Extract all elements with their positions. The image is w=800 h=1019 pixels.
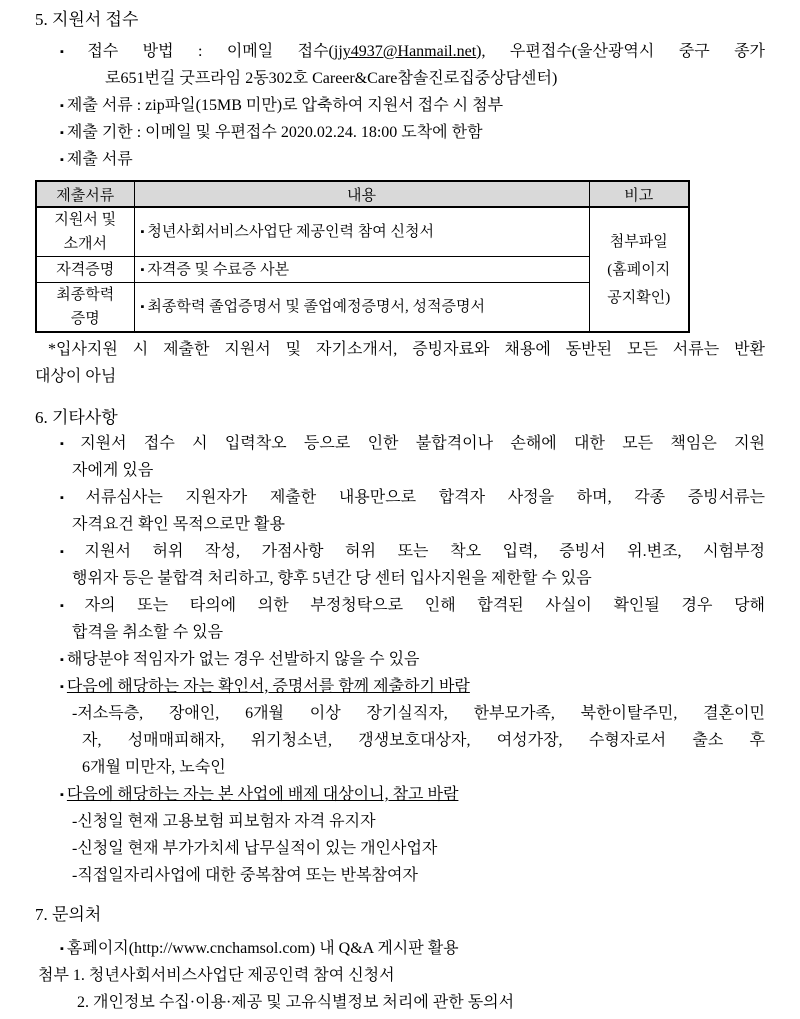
content-education-text: 최종학력 졸업증명서 및 졸업예정증명서, 성적증명서 xyxy=(147,299,485,315)
section-6-bullets xyxy=(60,430,765,889)
section-7 xyxy=(35,903,765,1016)
square-bullet-icon: ▪ xyxy=(60,654,64,666)
doc-type-line1: 최종학력 xyxy=(56,287,115,303)
bullet-false-statement xyxy=(60,538,765,565)
section-6 xyxy=(35,406,765,889)
note-line2: (홈페이지 xyxy=(607,261,671,278)
bullet-submit-format xyxy=(60,92,765,119)
input-error-line2: 자에게 있음 xyxy=(72,462,154,479)
cell-content-application xyxy=(134,207,589,257)
table-header-row xyxy=(36,181,689,207)
bullet-document-review xyxy=(60,484,765,511)
content-application-text: 청년사회서비스사업단 제공인력 참여 신청서 xyxy=(147,224,434,240)
doc-type-line2: 소개서 xyxy=(63,236,107,252)
excluded-persons-text: 다음에 해당하는 자는 본 사업에 배제 대상이니, 참고 바람 xyxy=(66,786,459,803)
attachment-1: 첨부 1. 청년사회서비스사업단 제공인력 참여 신청서 xyxy=(38,967,395,984)
cell-doc-type-certs: 자격증명 xyxy=(36,257,134,283)
improper-solicitation-line2: 합격을 취소할 수 있음 xyxy=(72,624,224,641)
submit-docs-text: 제출 서류 xyxy=(66,151,133,168)
cell-content-certs xyxy=(134,257,589,283)
section-5-bullets xyxy=(60,38,765,173)
square-bullet-icon: ▪ xyxy=(140,301,145,313)
square-bullet-icon: ▪ xyxy=(60,789,64,801)
eligible-groups-line3: 6개월 미만자, 노숙인 xyxy=(82,759,226,776)
square-bullet-icon: ▪ xyxy=(140,263,145,276)
excluded-item-vat: -신청일 현재 부가가치세 납무실적이 있는 개인사업자 xyxy=(72,840,438,857)
bullet-receive-method xyxy=(60,38,765,65)
attachment-2: 2. 개인정보 수집·이용·제공 및 고유식별정보 처리에 관한 동의서 xyxy=(77,994,515,1011)
submit-format-text: 제출 서류 : zip파일(15MB 미만)로 압축하여 지원서 접수 시 첨부 xyxy=(66,97,504,114)
section-7-heading: 7. 문의처 xyxy=(35,905,102,924)
square-bullet-icon: ▪ xyxy=(60,100,64,112)
receive-method-line2: 로651번길 굿프라임 2동302호 Career&Care참솔진로집중상담센터) xyxy=(105,70,558,87)
square-bullet-icon: ▪ xyxy=(60,154,64,166)
section-5-heading: 5. 지원서 접수 xyxy=(35,10,139,29)
bullet-excluded-persons xyxy=(60,781,765,808)
bullet-no-selection xyxy=(60,646,765,673)
section-6-heading: 6. 기타사항 xyxy=(35,408,118,427)
bullet-deadline xyxy=(60,119,765,146)
receive-method-text-post: ), 우편접수(울산광역시 중구 종가 xyxy=(476,43,765,60)
square-bullet-icon: ▪ xyxy=(60,600,82,612)
certificate-required-text: 다음에 해당하는 자는 확인서, 증명서를 함께 제출하기 바람 xyxy=(66,678,470,695)
square-bullet-icon: ▪ xyxy=(60,46,85,58)
cell-doc-type-education xyxy=(36,283,134,333)
square-bullet-icon: ▪ xyxy=(140,226,145,238)
cell-doc-type-application xyxy=(36,207,134,257)
document-review-line2: 자격요건 확인 목적으로만 활용 xyxy=(72,516,285,533)
section-7-bullets xyxy=(60,935,765,962)
footnote-line1: *입사지원 시 제출한 지원서 및 자기소개서, 증빙자료와 채용에 동반된 모든 서류는 반환 xyxy=(48,341,765,358)
cell-note-merged xyxy=(589,207,689,332)
input-error-line1: 지원서 접수 시 입력착오 등으로 인한 불합격이나 손해에 대한 모든 책임은 지원 xyxy=(80,435,765,452)
square-bullet-icon: ▪ xyxy=(60,492,83,504)
header-content: 내용 xyxy=(134,181,589,207)
footnote-line2: 대상이 아님 xyxy=(35,368,117,385)
deadline-text: 제출 기한 : 이메일 및 우편접수 2020.02.24. 18:00 도착에 한함 xyxy=(66,124,483,141)
section-5 xyxy=(35,8,765,390)
doc-type-line2: 증명 xyxy=(70,311,100,327)
submission-docs-table xyxy=(35,180,690,333)
no-selection-text: 해당분야 적임자가 없는 경우 선발하지 않을 수 있음 xyxy=(66,651,420,668)
document-review-line1: 서류심사는 지원자가 제출한 내용만으로 합격자 사정을 하며, 각종 증빙서류는 xyxy=(85,489,765,506)
bullet-input-error xyxy=(60,430,765,457)
bullet-submit-docs xyxy=(60,146,765,173)
eligible-groups-line2: 자, 성매매피해자, 위기청소년, 갱생보호대상자, 여성가장, 수형자로서 출소 후 xyxy=(82,732,765,749)
email-link[interactable]: jjy4937@Hanmail.net xyxy=(333,43,477,60)
square-bullet-icon: ▪ xyxy=(60,438,78,450)
header-note: 비고 xyxy=(589,181,689,207)
eligible-groups-line1: -저소득층, 장애인, 6개월 이상 장기실직자, 한부모가족, 북한이탈주민, 결혼이민 xyxy=(72,705,765,722)
note-line3: 공지확인) xyxy=(607,289,671,306)
homepage-qna-text: 홈페이지(http://www.cnchamsol.com) 내 Q&A 게시판 활용 xyxy=(66,940,459,957)
content-certs-text: 자격증 및 수료증 사본 xyxy=(147,261,290,278)
excluded-item-duplicate: -직접일자리사업에 대한 중복참여 또는 반복참여자 xyxy=(72,867,418,884)
excluded-item-insured: -신청일 현재 고용보험 피보험자 자격 유지자 xyxy=(72,813,376,830)
bullet-certificate-required xyxy=(60,673,765,700)
square-bullet-icon: ▪ xyxy=(60,127,64,139)
square-bullet-icon: ▪ xyxy=(60,943,64,955)
bullet-homepage-qna xyxy=(60,935,765,962)
square-bullet-icon: ▪ xyxy=(60,681,64,693)
false-statement-line2: 행위자 등은 불합격 처리하고, 향후 5년간 당 센터 입사지원을 제한할 수 있음 xyxy=(72,570,592,587)
square-bullet-icon: ▪ xyxy=(60,546,82,558)
cell-content-education xyxy=(134,283,589,333)
bullet-improper-solicitation xyxy=(60,592,765,619)
note-line1: 첨부파일 xyxy=(609,233,668,250)
improper-solicitation-line1: 자의 또는 타의에 의한 부정청탁으로 인해 합격된 사실이 확인될 경우 당해 xyxy=(84,597,765,614)
false-statement-line1: 지원서 허위 작성, 가점사항 허위 또는 착오 입력, 증빙서 위.변조, 시험부정 xyxy=(84,543,765,560)
receive-method-text-pre: 접수 방법 : 이메일 접수( xyxy=(87,43,334,60)
doc-type-line1: 지원서 및 xyxy=(54,212,117,228)
header-doc-type: 제출서류 xyxy=(36,181,134,207)
return-policy-footnote xyxy=(35,336,765,390)
table-row xyxy=(36,207,689,257)
